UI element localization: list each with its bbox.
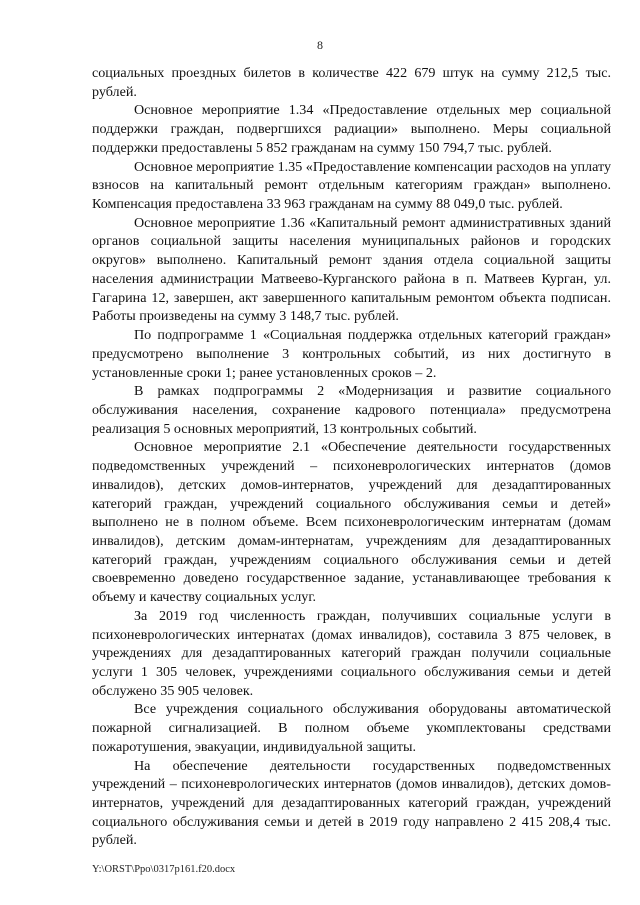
paragraph-measure-1-35: Основное мероприятие 1.35 «Предоставление компенсации расходов на уплату взносов на капитальный ремонт отдельным категориям граждан» выполнено. Компенсация предоставлена 33 963 гражданам на сумму 88 049,0 тыс. рублей. bbox=[92, 158, 611, 213]
document-body bbox=[92, 64, 611, 850]
paragraph-subprogram-2: В рамках подпрограммы 2 «Модернизация и развитие социального обслуживания населения, сохранение кадрового потенциала» предусмотрена реализация 5 основных мероприятий, 13 контрольных событий. bbox=[92, 383, 611, 437]
paragraph-2019-statistics: За 2019 год численность граждан, получивших социальные услуги в психоневрологических интернатах (домах инвалидов), составила 3 875 человек, в учреждениях для дезадаптированных категорий граждан получили социальные услуги 1 305 человек, учреждениями социального обслуживания семьи и детей обслужено 35 905 человек. bbox=[92, 607, 611, 699]
paragraph-measure-2-1: Основное мероприятие 2.1 «Обеспечение деятельности государственных подведомственных учреждений – психоневрологических интернатов (домов инвалидов), детских домов-интернатов, учреждений для дезадаптированных категорий граждан, учреждений социального обслуживания семьи и детей» выполнено не в полном объеме. Всем психоневрологическим интернатам (домам инвалидов), детским домам-интернатам, учреждениям для дезадаптированных категорий граждан, учреждениям социального обслуживания семьи и детей своевременно доведено государственное задание, устанавливающее требования к объему и качеству социальных услуг. bbox=[92, 439, 611, 606]
paragraph-fire-safety: Все учреждения социального обслуживания оборудованы автоматической пожарной сигнализацией. В полном объеме укомплектованы средствами пожаротушения, эвакуации, индивидуальной защиты. bbox=[92, 701, 611, 755]
paragraph-measure-1-36: Основное мероприятие 1.36 «Капитальный ремонт административных зданий органов социальной защиты населения муниципальных районов и городских округов» выполнено. Капитальный ремонт здания отдела социальной защиты населения администрации Матвеево-Курганского района в п. Матвеев Курган, ул. Гагарина 12, завершен, акт завершенного капитальным ремонтом объекта подписан. Работы произведены на сумму 3 148,7 тыс. рублей. bbox=[92, 214, 611, 325]
footer-file-path: Y:\ORST\Ppo\0317p161.f20.docx bbox=[92, 864, 236, 875]
paragraph-measure-1-34: Основное мероприятие 1.34 «Предоставление отдельных мер социальной поддержки граждан, подвергшихся радиации» выполнено. Меры социальной поддержки предоставлены 5 852 гражданам на сумму 150 794,7 тыс. рублей. bbox=[92, 102, 611, 156]
paragraph-funding: На обеспечение деятельности государственных подведомственных учреждений – психоневрологических интернатов (домов инвалидов), детских домов-интернатов, учреждений для дезадаптированных категорий граждан, учреждений социального обслуживания семьи и детей в 2019 году направлено 2 415 208,4 тыс. рублей. bbox=[92, 757, 611, 849]
paragraph-subprogram-1-events: По подпрограмме 1 «Социальная поддержка отдельных категорий граждан» предусмотрено выполнение 3 контрольных событий, из них достигнуто в установленные сроки 1; ранее установленных сроков – 2. bbox=[92, 327, 611, 381]
paragraph-continuation: социальных проездных билетов в количестве 422 679 штук на сумму 212,5 тыс. рублей. bbox=[92, 65, 611, 100]
page-number: 8 bbox=[317, 38, 323, 52]
